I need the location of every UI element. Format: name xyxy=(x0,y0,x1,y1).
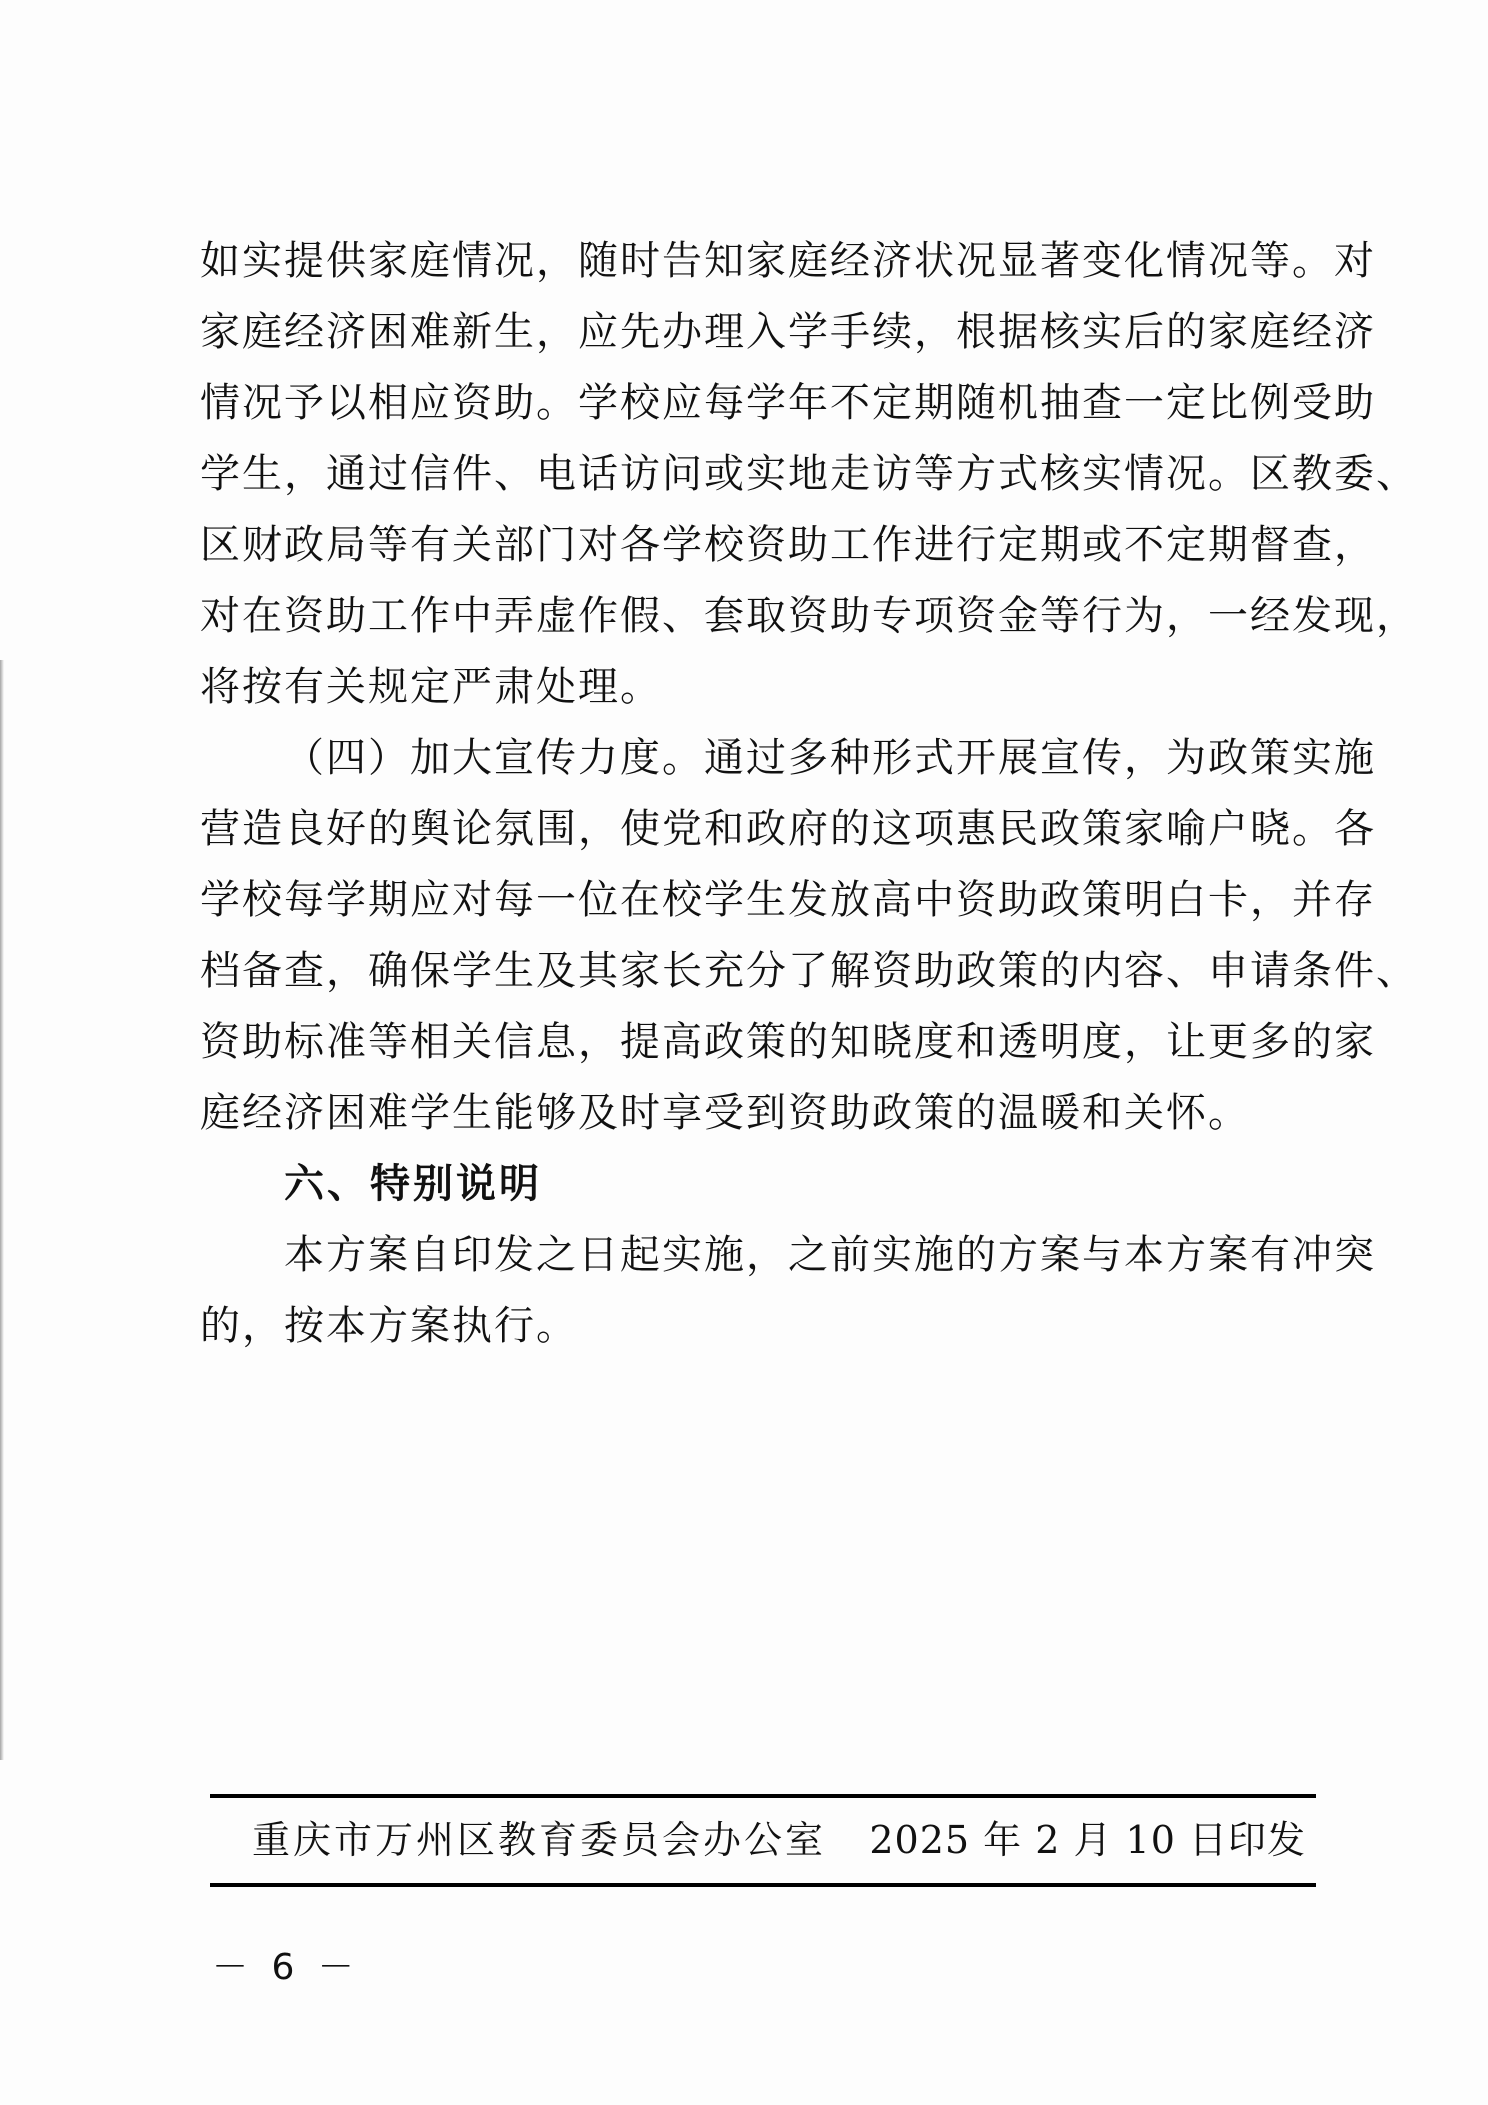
paragraph-line: 学校每学期应对每一位在校学生发放高中资助政策明白卡，并存 xyxy=(200,877,1376,923)
issuing-organization: 重庆市万州区教育委员会办公室 xyxy=(252,1818,827,1862)
paragraph-line: 的，按本方案执行。 xyxy=(200,1303,578,1349)
section-special-notes xyxy=(200,1149,1376,1362)
paragraph-line: 对在资助工作中弄虚作假、套取资助专项资金等行为，一经发现， xyxy=(200,593,1418,639)
footer-bottom-rule xyxy=(210,1883,1316,1887)
paragraph-line: 学生，通过信件、电话访问或实地走访等方式核实情况。区教委、 xyxy=(200,451,1418,497)
scan-shadow-edge xyxy=(0,660,4,1760)
paragraph-verification xyxy=(200,226,1418,723)
footer-top-rule xyxy=(210,1794,1316,1798)
paragraph-line: 家庭经济困难新生，应先办理入学手续，根据核实后的家庭经济 xyxy=(200,309,1376,355)
page-number: － 6 － xyxy=(212,1947,360,1988)
paragraph-line: 资助标准等相关信息，提高政策的知晓度和透明度，让更多的家 xyxy=(200,1019,1376,1065)
section-heading: 六、特别说明 xyxy=(284,1161,542,1207)
document-body xyxy=(200,226,1418,1362)
paragraph-line: 庭经济困难学生能够及时享受到资助政策的温暖和关怀。 xyxy=(200,1090,1250,1136)
paragraph-line: 将按有关规定严肃处理。 xyxy=(200,664,662,710)
paragraph-line: 如实提供家庭情况，随时告知家庭经济状况显著变化情况等。对 xyxy=(200,238,1376,284)
issue-date: 2025 年 2 月 10 日印发 xyxy=(869,1818,1306,1862)
paragraph-line: 营造良好的舆论氛围，使党和政府的这项惠民政策家喻户晓。各 xyxy=(200,806,1376,852)
paragraph-line: 本方案自印发之日起实施，之前实施的方案与本方案有冲突 xyxy=(284,1232,1376,1278)
paragraph-line: 区财政局等有关部门对各学校资助工作进行定期或不定期督查， xyxy=(200,522,1376,568)
paragraph-publicity xyxy=(200,723,1418,1149)
paragraph-line: 情况予以相应资助。学校应每学年不定期随机抽查一定比例受助 xyxy=(200,380,1376,426)
paragraph-line: （四）加大宣传力度。通过多种形式开展宣传，为政策实施 xyxy=(284,735,1376,781)
paragraph-line: 档备查，确保学生及其家长充分了解资助政策的内容、申请条件、 xyxy=(200,948,1418,994)
